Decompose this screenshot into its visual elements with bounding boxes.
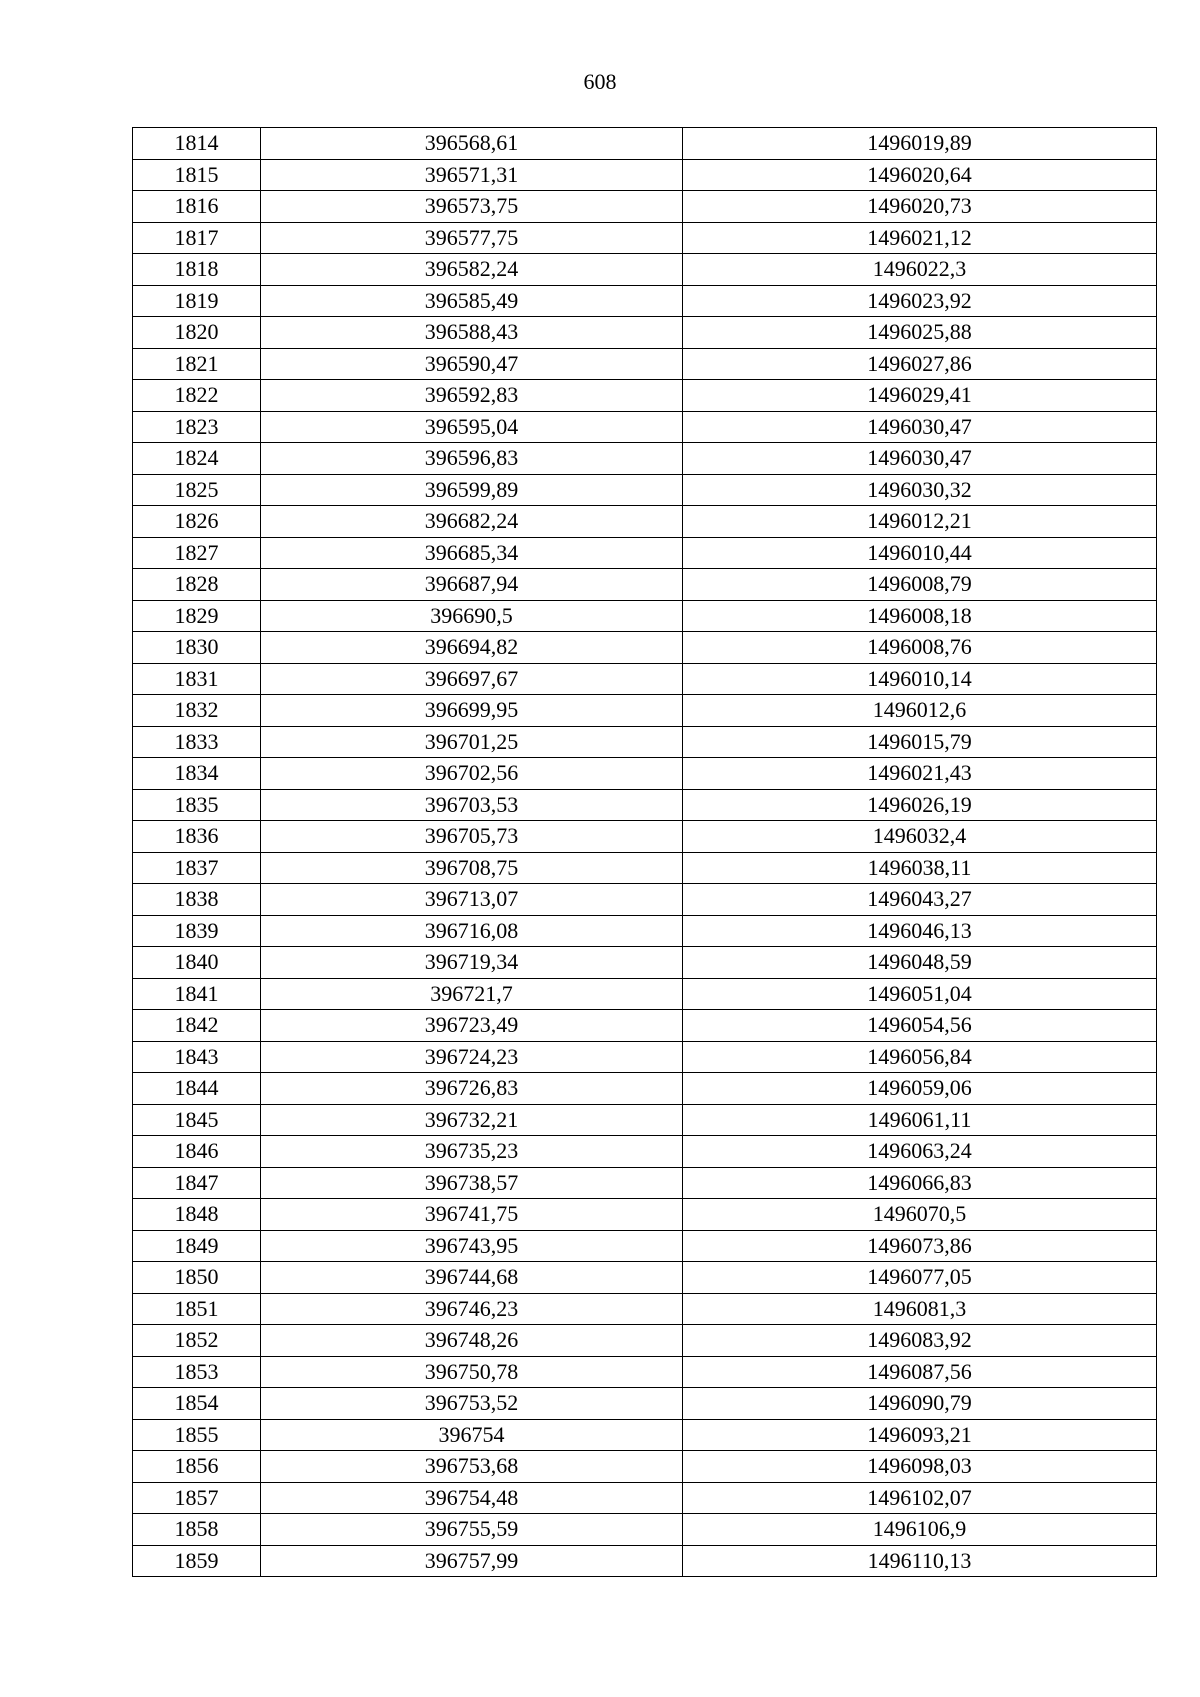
x-coordinate-cell: 396723,49	[261, 1010, 683, 1042]
x-coordinate-cell: 396757,99	[261, 1545, 683, 1577]
x-coordinate-cell: 396743,95	[261, 1230, 683, 1262]
x-coordinate-cell: 396682,24	[261, 506, 683, 538]
y-coordinate-cell: 1496038,11	[683, 852, 1157, 884]
y-coordinate-cell: 1496066,83	[683, 1167, 1157, 1199]
x-coordinate-cell: 396577,75	[261, 222, 683, 254]
x-coordinate-cell: 396694,82	[261, 632, 683, 664]
x-coordinate-cell: 396713,07	[261, 884, 683, 916]
point-number-cell: 1839	[133, 915, 261, 947]
y-coordinate-cell: 1496048,59	[683, 947, 1157, 979]
point-number-cell: 1822	[133, 380, 261, 412]
table-row	[133, 884, 1157, 916]
x-coordinate-cell: 396719,34	[261, 947, 683, 979]
table-row	[133, 1167, 1157, 1199]
x-coordinate-cell: 396738,57	[261, 1167, 683, 1199]
y-coordinate-cell: 1496083,92	[683, 1325, 1157, 1357]
table-row	[133, 821, 1157, 853]
y-coordinate-cell: 1496051,04	[683, 978, 1157, 1010]
y-coordinate-cell: 1496032,4	[683, 821, 1157, 853]
point-number-cell: 1824	[133, 443, 261, 475]
x-coordinate-cell: 396724,23	[261, 1041, 683, 1073]
x-coordinate-cell: 396732,21	[261, 1104, 683, 1136]
table-row	[133, 411, 1157, 443]
table-row	[133, 1545, 1157, 1577]
point-number-cell: 1852	[133, 1325, 261, 1357]
point-number-cell: 1850	[133, 1262, 261, 1294]
y-coordinate-cell: 1496070,5	[683, 1199, 1157, 1231]
coordinates-table-body	[133, 128, 1157, 1577]
y-coordinate-cell: 1496025,88	[683, 317, 1157, 349]
y-coordinate-cell: 1496012,21	[683, 506, 1157, 538]
y-coordinate-cell: 1496090,79	[683, 1388, 1157, 1420]
point-number-cell: 1843	[133, 1041, 261, 1073]
table-row	[133, 1199, 1157, 1231]
table-row	[133, 443, 1157, 475]
y-coordinate-cell: 1496061,11	[683, 1104, 1157, 1136]
table-row	[133, 191, 1157, 223]
table-row	[133, 1262, 1157, 1294]
table-row	[133, 222, 1157, 254]
x-coordinate-cell: 396596,83	[261, 443, 683, 475]
y-coordinate-cell: 1496012,6	[683, 695, 1157, 727]
table-row	[133, 1073, 1157, 1105]
point-number-cell: 1832	[133, 695, 261, 727]
point-number-cell: 1853	[133, 1356, 261, 1388]
table-row	[133, 789, 1157, 821]
y-coordinate-cell: 1496093,21	[683, 1419, 1157, 1451]
table-row	[133, 947, 1157, 979]
y-coordinate-cell: 1496073,86	[683, 1230, 1157, 1262]
y-coordinate-cell: 1496022,3	[683, 254, 1157, 286]
y-coordinate-cell: 1496029,41	[683, 380, 1157, 412]
x-coordinate-cell: 396697,67	[261, 663, 683, 695]
x-coordinate-cell: 396708,75	[261, 852, 683, 884]
x-coordinate-cell: 396568,61	[261, 128, 683, 160]
point-number-cell: 1827	[133, 537, 261, 569]
y-coordinate-cell: 1496087,56	[683, 1356, 1157, 1388]
x-coordinate-cell: 396703,53	[261, 789, 683, 821]
table-row	[133, 1010, 1157, 1042]
x-coordinate-cell: 396590,47	[261, 348, 683, 380]
table-row	[133, 285, 1157, 317]
point-number-cell: 1817	[133, 222, 261, 254]
point-number-cell: 1847	[133, 1167, 261, 1199]
x-coordinate-cell: 396750,78	[261, 1356, 683, 1388]
point-number-cell: 1858	[133, 1514, 261, 1546]
table-row	[133, 663, 1157, 695]
x-coordinate-cell: 396685,34	[261, 537, 683, 569]
x-coordinate-cell: 396571,31	[261, 159, 683, 191]
y-coordinate-cell: 1496098,03	[683, 1451, 1157, 1483]
x-coordinate-cell: 396595,04	[261, 411, 683, 443]
point-number-cell: 1821	[133, 348, 261, 380]
x-coordinate-cell: 396753,52	[261, 1388, 683, 1420]
table-row	[133, 569, 1157, 601]
point-number-cell: 1828	[133, 569, 261, 601]
table-row	[133, 380, 1157, 412]
y-coordinate-cell: 1496056,84	[683, 1041, 1157, 1073]
point-number-cell: 1819	[133, 285, 261, 317]
point-number-cell: 1848	[133, 1199, 261, 1231]
table-row	[133, 506, 1157, 538]
point-number-cell: 1829	[133, 600, 261, 632]
y-coordinate-cell: 1496046,13	[683, 915, 1157, 947]
y-coordinate-cell: 1496020,73	[683, 191, 1157, 223]
y-coordinate-cell: 1496010,44	[683, 537, 1157, 569]
x-coordinate-cell: 396699,95	[261, 695, 683, 727]
table-row	[133, 1388, 1157, 1420]
table-row	[133, 1482, 1157, 1514]
point-number-cell: 1836	[133, 821, 261, 853]
x-coordinate-cell: 396748,26	[261, 1325, 683, 1357]
y-coordinate-cell: 1496106,9	[683, 1514, 1157, 1546]
x-coordinate-cell: 396721,7	[261, 978, 683, 1010]
point-number-cell: 1842	[133, 1010, 261, 1042]
x-coordinate-cell: 396726,83	[261, 1073, 683, 1105]
table-row	[133, 726, 1157, 758]
table-row	[133, 348, 1157, 380]
y-coordinate-cell: 1496010,14	[683, 663, 1157, 695]
table-row	[133, 474, 1157, 506]
x-coordinate-cell: 396755,59	[261, 1514, 683, 1546]
x-coordinate-cell: 396690,5	[261, 600, 683, 632]
table-row	[133, 1293, 1157, 1325]
point-number-cell: 1857	[133, 1482, 261, 1514]
page-number: 608	[583, 69, 617, 94]
y-coordinate-cell: 1496008,79	[683, 569, 1157, 601]
point-number-cell: 1841	[133, 978, 261, 1010]
x-coordinate-cell: 396754	[261, 1419, 683, 1451]
point-number-cell: 1815	[133, 159, 261, 191]
y-coordinate-cell: 1496110,13	[683, 1545, 1157, 1577]
table-row	[133, 915, 1157, 947]
point-number-cell: 1846	[133, 1136, 261, 1168]
table-row	[133, 695, 1157, 727]
y-coordinate-cell: 1496030,47	[683, 443, 1157, 475]
coordinates-table	[132, 127, 1157, 1577]
point-number-cell: 1825	[133, 474, 261, 506]
y-coordinate-cell: 1496023,92	[683, 285, 1157, 317]
table-row	[133, 1041, 1157, 1073]
table-row	[133, 1356, 1157, 1388]
point-number-cell: 1854	[133, 1388, 261, 1420]
table-row	[133, 128, 1157, 160]
x-coordinate-cell: 396573,75	[261, 191, 683, 223]
y-coordinate-cell: 1496026,19	[683, 789, 1157, 821]
table-row	[133, 758, 1157, 790]
point-number-cell: 1851	[133, 1293, 261, 1325]
y-coordinate-cell: 1496054,56	[683, 1010, 1157, 1042]
point-number-cell: 1830	[133, 632, 261, 664]
x-coordinate-cell: 396735,23	[261, 1136, 683, 1168]
table-row	[133, 1419, 1157, 1451]
y-coordinate-cell: 1496008,76	[683, 632, 1157, 664]
point-number-cell: 1826	[133, 506, 261, 538]
table-row	[133, 537, 1157, 569]
point-number-cell: 1834	[133, 758, 261, 790]
y-coordinate-cell: 1496021,43	[683, 758, 1157, 790]
x-coordinate-cell: 396588,43	[261, 317, 683, 349]
x-coordinate-cell: 396702,56	[261, 758, 683, 790]
table-row	[133, 600, 1157, 632]
table-row	[133, 317, 1157, 349]
y-coordinate-cell: 1496030,47	[683, 411, 1157, 443]
point-number-cell: 1856	[133, 1451, 261, 1483]
point-number-cell: 1855	[133, 1419, 261, 1451]
table-row	[133, 1230, 1157, 1262]
point-number-cell: 1820	[133, 317, 261, 349]
y-coordinate-cell: 1496077,05	[683, 1262, 1157, 1294]
point-number-cell: 1845	[133, 1104, 261, 1136]
point-number-cell: 1818	[133, 254, 261, 286]
x-coordinate-cell: 396687,94	[261, 569, 683, 601]
y-coordinate-cell: 1496030,32	[683, 474, 1157, 506]
y-coordinate-cell: 1496059,06	[683, 1073, 1157, 1105]
point-number-cell: 1835	[133, 789, 261, 821]
point-number-cell: 1849	[133, 1230, 261, 1262]
x-coordinate-cell: 396754,48	[261, 1482, 683, 1514]
point-number-cell: 1837	[133, 852, 261, 884]
x-coordinate-cell: 396701,25	[261, 726, 683, 758]
table-row	[133, 852, 1157, 884]
y-coordinate-cell: 1496021,12	[683, 222, 1157, 254]
y-coordinate-cell: 1496008,18	[683, 600, 1157, 632]
point-number-cell: 1844	[133, 1073, 261, 1105]
x-coordinate-cell: 396716,08	[261, 915, 683, 947]
y-coordinate-cell: 1496081,3	[683, 1293, 1157, 1325]
x-coordinate-cell: 396582,24	[261, 254, 683, 286]
point-number-cell: 1831	[133, 663, 261, 695]
x-coordinate-cell: 396599,89	[261, 474, 683, 506]
table-row	[133, 632, 1157, 664]
x-coordinate-cell: 396705,73	[261, 821, 683, 853]
x-coordinate-cell: 396585,49	[261, 285, 683, 317]
table-row	[133, 159, 1157, 191]
point-number-cell: 1859	[133, 1545, 261, 1577]
y-coordinate-cell: 1496063,24	[683, 1136, 1157, 1168]
point-number-cell: 1823	[133, 411, 261, 443]
point-number-cell: 1814	[133, 128, 261, 160]
x-coordinate-cell: 396741,75	[261, 1199, 683, 1231]
point-number-cell: 1833	[133, 726, 261, 758]
y-coordinate-cell: 1496102,07	[683, 1482, 1157, 1514]
point-number-cell: 1840	[133, 947, 261, 979]
x-coordinate-cell: 396746,23	[261, 1293, 683, 1325]
y-coordinate-cell: 1496027,86	[683, 348, 1157, 380]
table-row	[133, 978, 1157, 1010]
table-row	[133, 254, 1157, 286]
x-coordinate-cell: 396744,68	[261, 1262, 683, 1294]
x-coordinate-cell: 396753,68	[261, 1451, 683, 1483]
table-row	[133, 1514, 1157, 1546]
y-coordinate-cell: 1496015,79	[683, 726, 1157, 758]
y-coordinate-cell: 1496020,64	[683, 159, 1157, 191]
table-row	[133, 1451, 1157, 1483]
point-number-cell: 1816	[133, 191, 261, 223]
table-row	[133, 1136, 1157, 1168]
y-coordinate-cell: 1496019,89	[683, 128, 1157, 160]
point-number-cell: 1838	[133, 884, 261, 916]
table-row	[133, 1104, 1157, 1136]
y-coordinate-cell: 1496043,27	[683, 884, 1157, 916]
table-row	[133, 1325, 1157, 1357]
x-coordinate-cell: 396592,83	[261, 380, 683, 412]
